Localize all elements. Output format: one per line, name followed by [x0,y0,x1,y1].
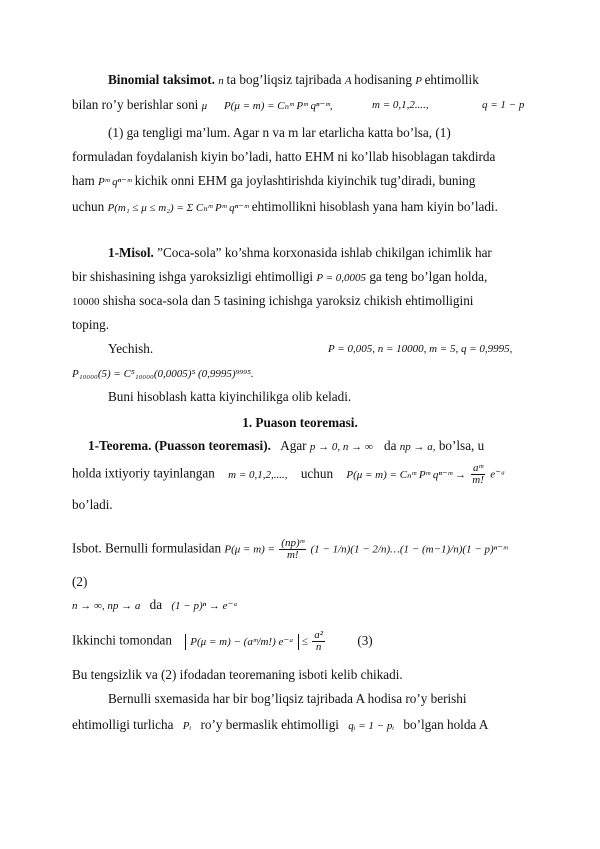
binomial-title: Binomial taksimot. [108,72,215,87]
example-line-2: bir shishasining ishga yaroksizligi ehtimolligi P = 0,0005 ga teng bo’lgan holda, [72,269,488,284]
absolute-value-expression: P(μ = m) − (aᵐ/m!) e⁻ᵃ [185,634,298,650]
theorem-fraction: $\frac{\text{aᵐ}}{m!}$ [472,462,484,486]
limit-line: n → ∞, np → a da (1 − p)ⁿ → e⁻ᵃ [72,597,238,612]
para-2-line-3: ham Pᵐ qⁿ⁻ᵐ kichik onni EHM ga joylashtirishda kiyinchik tug’diradi, buning [72,173,476,188]
binomial-formula: P(μ = m) = Cₙᵐ Pᵐ qⁿ⁻ᵐ, [223,100,333,112]
para-2-line-1: (1) ga tengligi ma’lum. Agar n va m lar etarlicha katta bo’lsa, (1) [108,125,451,140]
equation-number-3: (3) [357,632,373,648]
inequality-fraction: $\frac{\text{a²}}{n}$ [314,629,324,653]
last-para-line-1: Bernulli sxemasida har bir bog’liqsiz tajribada A hodisa ro’y berishi [108,691,467,706]
example-line-3: 10000 shisha soca-sola dan 5 tasining ichishga yaroksiz chikish ehtimolligini [72,293,474,308]
para-2-line-4: uchun P(m₁ ≤ μ ≤ m₂) = Σ Cₙᵐ Pᵐ qⁿ⁻ᵐ ehtimollikni hisoblash yana ham kiyin bo’ladi. [72,199,498,214]
proof-conclusion: Bu tengsizlik va (2) ifodadan teoremaning isboti kelib chikadi. [72,667,403,682]
solution-line: Yechish. P = 0,005, n = 10000, m = 5, q = 0,9995, [108,341,513,356]
theorem-title: 1-Teorema. (Puasson teoremasi). [88,438,271,453]
proof-line-1: Isbot. Bernulli formulasidan P(μ = m) = $\frac{\text{(np)ᵐ}}{m!}$ (1 − 1/n)(1 − 2/n)…(1 − (m−1)/n)(1 − p)ⁿ⁻ᵐ [72,537,508,561]
para-binomial-line-1: Binomial taksimot. n ta bog’liqsiz tajribada A hodisaning P ehtimollik [108,72,479,87]
proof-fraction: $\frac{\text{(np)ᵐ}}{m!}$ [281,537,305,561]
example-line-4: toping. [72,317,109,332]
solution-formula: P₁₀₀₀₀(5) = C⁵₁₀₀₀₀(0,0005)⁵ (0,9995)⁹⁹⁹⁵. [72,368,254,380]
para-2-line-2: formuladan foydalanish kiyin bo’ladi, hatto EHM ni ko’llab hisoblagan takdirda [72,149,496,164]
para-binomial-line-2: bilan ro’y berishlar soni μ P(μ = m) = Cₙᵐ Pᵐ qⁿ⁻ᵐ, m = 0,1,2...., q = 1 − p [72,97,525,112]
section-heading: 1. Puason teoremasi. [242,415,358,430]
inequality-line: Ikkinchi tomondan P(μ = m) − (aᵐ/m!) e⁻ᵃ ≤ $\frac{\text{a²}}{n}$ (3) [72,629,373,653]
example-line-1: 1-Misol. ”Coca-sola” ko’shma korxonasida ishlab chikilgan ichimlik har [108,245,492,260]
last-para-line-2: ehtimolligi turlicha Pᵢ ro’y bermaslik ehtimolligi qᵢ = 1 − pᵢ bo’lgan holda A [72,717,489,732]
equation-number-2: (2) [72,574,88,589]
theorem-line-2: holda ixtiyoriy tayinlangan m = 0,1,2,...., uchun P(μ = m) = Cₙᵐ Pᵐ qⁿ⁻ᵐ → $\frac{\text{aᵐ}}{m!}$ e⁻ᵃ [72,462,506,486]
theorem-line-1: 1-Teorema. (Puasson teoremasi). Agar p → 0, n → ∞ da np → a, bo’lsa, u [88,438,485,453]
example-title: 1-Misol. [108,245,154,260]
sum-formula: P(m₁ ≤ μ ≤ m₂) = Σ Cₙᵐ Pᵐ qⁿ⁻ᵐ [107,202,249,214]
theorem-line-3: bo’ladi. [72,497,113,512]
example-conclusion: Buni hisoblash katta kiyinchilikga olib keladi. [108,389,352,404]
